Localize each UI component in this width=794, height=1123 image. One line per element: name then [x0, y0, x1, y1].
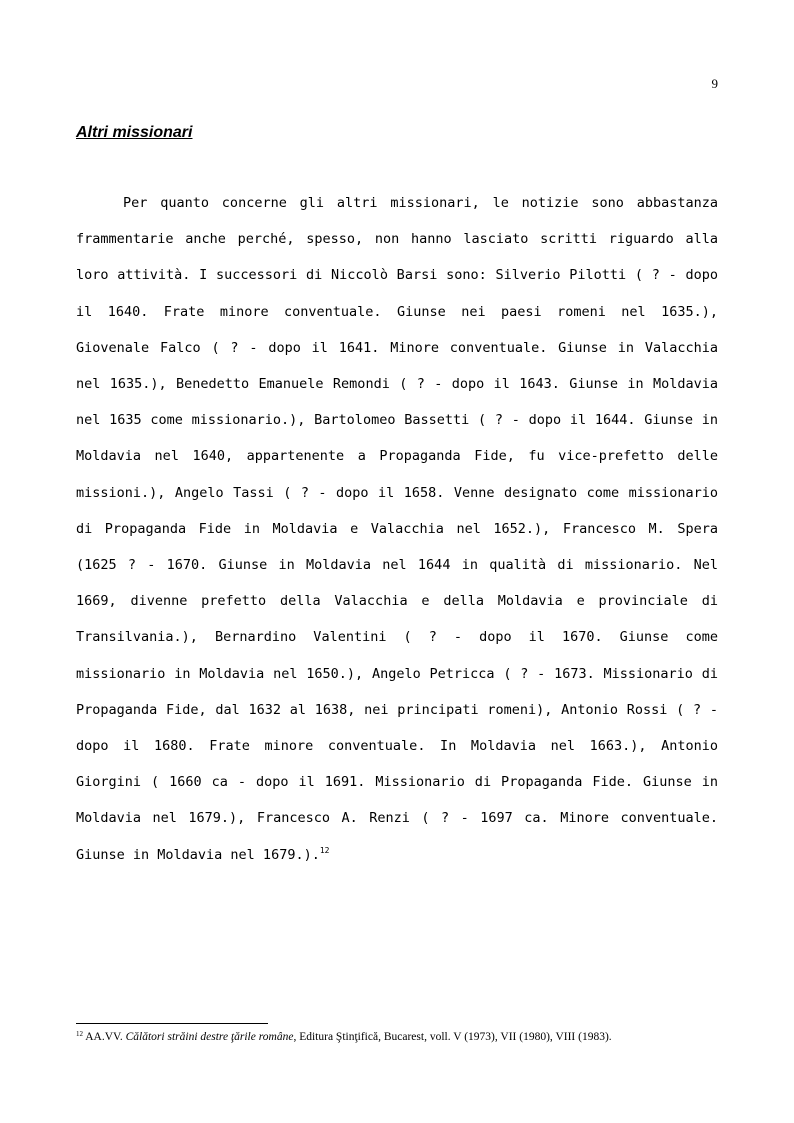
footnote-marker: 12 — [76, 1030, 83, 1038]
body-paragraph — [76, 185, 718, 873]
page-number: 9 — [711, 76, 718, 91]
body-text: Per quanto concerne gli altri missionari, le notizie sono abbastanza frammentarie anche perché, spesso, non hanno lasciato scritti riguardo alla loro attività. I successori di Niccolò Barsi sono: Silverio Pilotti ( ? - dopo il 1640. Frate minore conventuale. Giunse nei paesi romeni nel 1635.), Giovenale Falco ( ? - dopo il 1641. Minore conventuale. Giunse in Valacchia nel 1635.), Benedetto Emanuele Remondi ( ? - dopo il 1643. Giunse in Moldavia nel 1635 come missionario.), Bartolomeo Bassetti ( ? - dopo il 1644. Giunse in Moldavia nel 1640, appartenente a Propaganda Fide, fu vice-prefetto delle missioni.), Angelo Tassi ( ? - dopo il 1658. Venne designato come missionario di Propaganda Fide in Moldavia e Valacchia nel 1652.), Francesco M. Spera (1625 ? - 1670. Giunse in Moldavia nel 1644 in qualità di missionario. Nel 1669, divenne prefetto della Valacchia e della Moldavia e provinciale di Transilvania.), Bernardino Valentini ( ? - dopo il 1670. Giunse come missionario in Moldavia nel 1650.), Angelo Petricca ( ? - 1673. Missionario di Propaganda Fide, dal 1632 al 1638, nei principati romeni), Antonio Rossi ( ? - dopo il 1680. Frate minore conventuale. In Moldavia nel 1663.), Antonio Giorgini ( 1660 ca - dopo il 1691. Missionario di Propaganda Fide. Giunse in Moldavia nel 1679.), Francesco A. Renzi ( ? - 1697 ca. Minore conventuale. Giunse in Moldavia nel 1679.). — [76, 195, 718, 863]
footnote-title: Călători străini destre ţările române — [125, 1031, 294, 1043]
footnote — [76, 1031, 736, 1043]
section-heading: Altri missionari — [76, 124, 193, 141]
footnote-publication: , Editura Ştinţifică, Bucarest, voll. V (1973), VII (1980), VIII (1983). — [293, 1031, 612, 1043]
footnote-author: AA.VV. — [85, 1031, 123, 1043]
footnote-separator — [76, 1023, 268, 1024]
footnote-reference: 12 — [319, 845, 330, 855]
